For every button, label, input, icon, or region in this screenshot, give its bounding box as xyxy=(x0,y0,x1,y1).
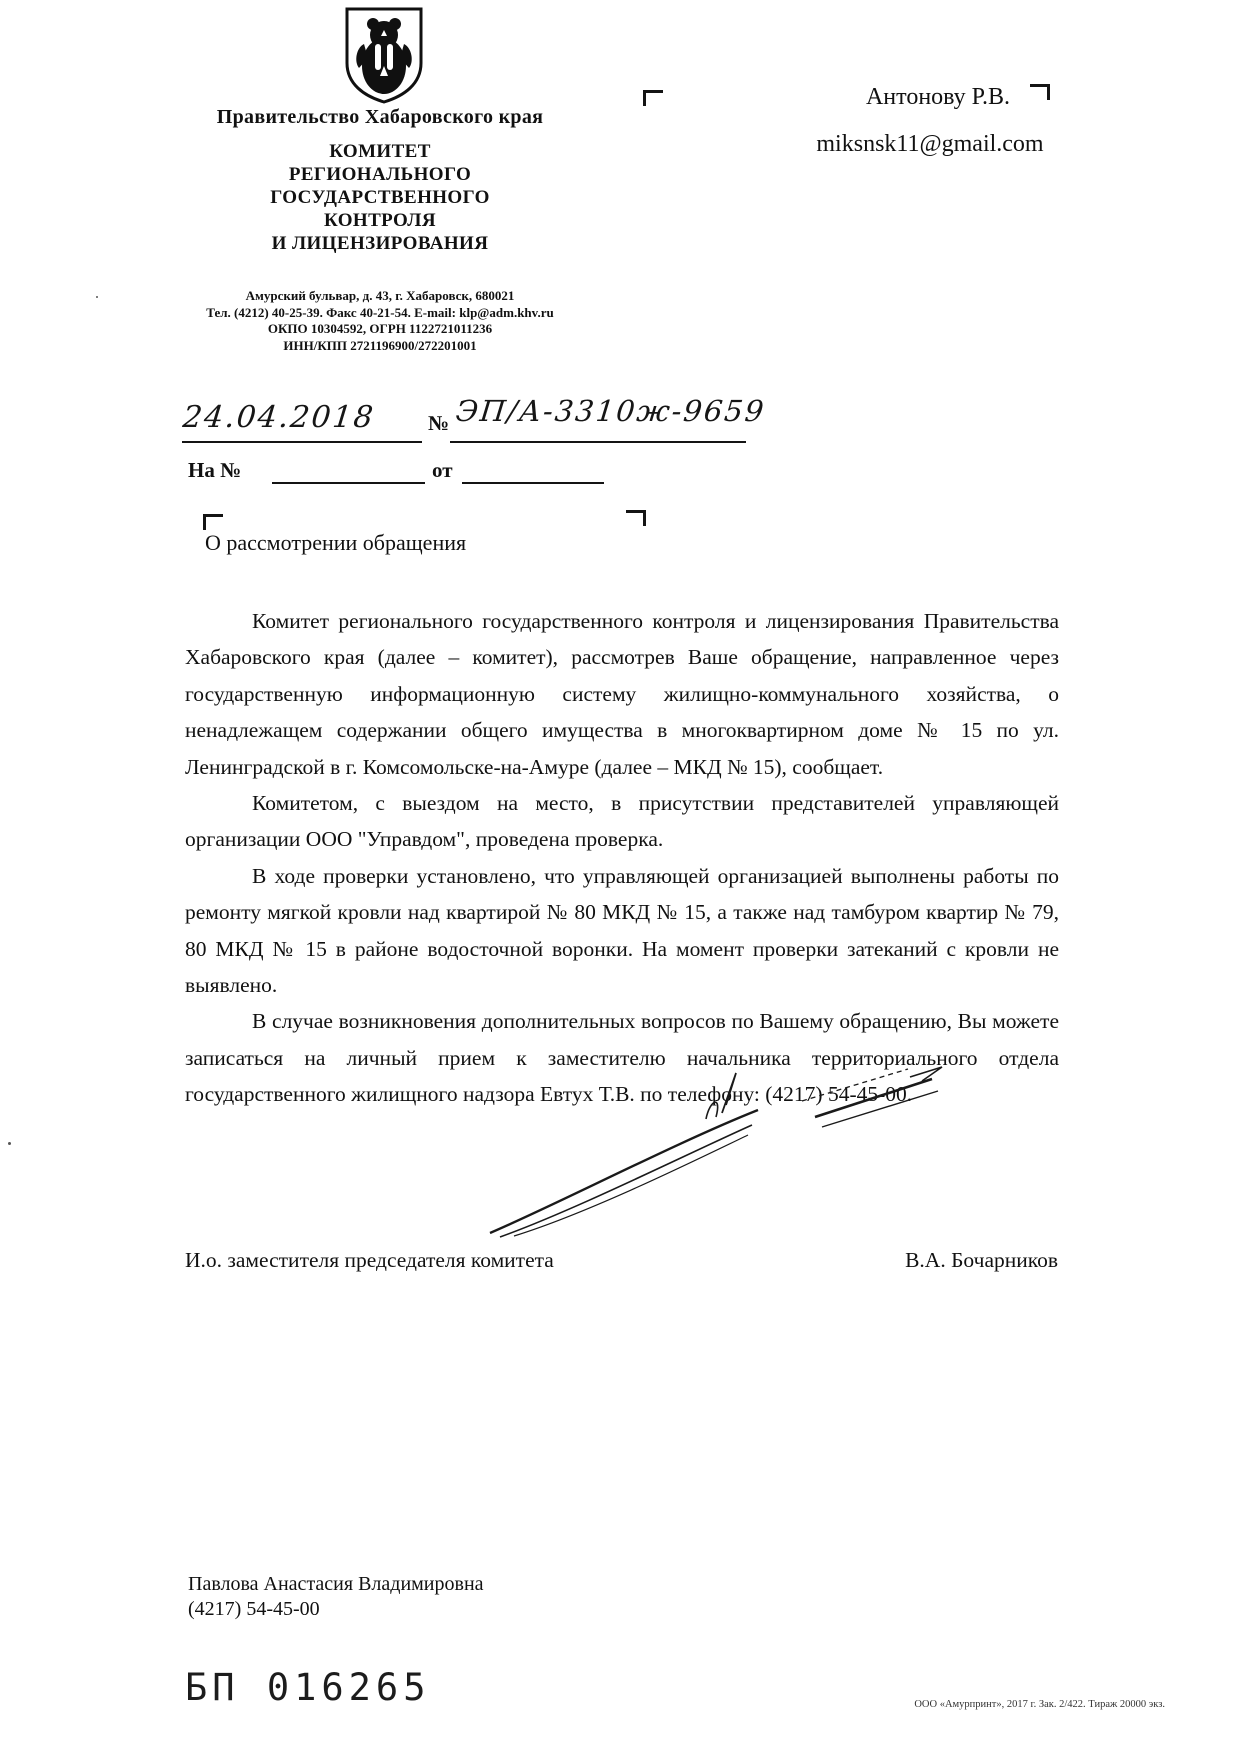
committee-line: РЕГИОНАЛЬНОГО xyxy=(288,164,472,185)
date-underline xyxy=(182,441,422,443)
committee-line: И ЛИЦЕНЗИРОВАНИЯ xyxy=(271,233,489,254)
handwritten-date: 24.04.2018 xyxy=(181,400,377,435)
coat-of-arms-khabarovsk-icon xyxy=(342,6,426,106)
committee-line: КОМИТЕТ xyxy=(329,141,431,162)
committee-line: КОНТРОЛЯ xyxy=(324,210,436,231)
recipient-email: miksnsk11@gmail.com xyxy=(816,131,1044,157)
subject-corner-mark xyxy=(626,510,646,526)
signer-name: В.А. Бочарников xyxy=(905,1248,1058,1272)
executor-block xyxy=(188,1572,484,1622)
executor-phone: (4217) 54-45-00 xyxy=(188,1598,320,1620)
scan-artifact-dot xyxy=(96,296,98,298)
committee-line: ГОСУДАРСТВЕННОГО xyxy=(270,187,490,208)
letter-body xyxy=(185,603,1059,1113)
number-underline xyxy=(450,441,746,443)
handwritten-signature xyxy=(470,1055,970,1255)
body-paragraph: В ходе проверки установлено, что управляющей организацией выполнены работы по ремонту мягкой кровли над квартирой № 80 МКД № 15, а также над тамбуром квартир № 79, 80 МКД № 15 в районе водосточной воронки. На момент проверки затеканий с кровли не выявлено. xyxy=(185,863,1059,998)
handwritten-outgoing-number: ЭП/А-3310ж-9659 xyxy=(454,394,768,428)
printing-house-info: ООО «Амурпринт», 2017 г. Зак. 2/422. Тираж 20000 экз. xyxy=(914,1699,1165,1710)
postal-address: Амурский бульвар, д. 43, г. Хабаровск, 680021 xyxy=(245,288,515,303)
subject-corner-mark xyxy=(203,514,223,530)
subject-line: О рассмотрении обращения xyxy=(205,530,467,555)
executor-name: Павлова Анастасия Владимировна xyxy=(188,1573,484,1595)
reply-from-label: от xyxy=(432,458,453,482)
recipient-name: Антонову Р.В. xyxy=(865,84,1011,110)
reply-number-blank xyxy=(272,482,425,484)
inn-kpp: ИНН/КПП 2721196900/272201001 xyxy=(283,337,477,353)
reply-date-blank xyxy=(462,482,604,484)
scan-artifact-dot xyxy=(8,1142,11,1145)
contact-block xyxy=(120,288,640,354)
phone-fax-email: Тел. (4212) 40-25-39. Факс 40-21-54. E-mail: klp@adm.khv.ru xyxy=(206,304,554,320)
signer-position: И.о. заместителя председателя комитета xyxy=(185,1248,554,1272)
body-paragraph: В случае возникновения дополнительных вопросов по Вашему обращению, Вы можете записаться на личный прием к заместителю начальника территориального отдела государственного жилищного надзора Евтух Т.В. по телефону: (4217) 54-45-00. xyxy=(185,1009,1059,1107)
number-sign-label: № xyxy=(428,411,450,435)
okpo-ogrn: ОКПО 10304592, ОГРН 1122721011236 xyxy=(267,321,493,336)
reply-to-number-label: На № xyxy=(188,458,242,482)
body-paragraph: Комитет регионального государственного контроля и лицензирования Правительства Хабаровского края (далее – комитет), рассмотрев Ваше обращение, направленное через государственную информационную систему жилищно-коммунального хозяйства, о ненадлежащем содержании общего имущества в многоквартирном доме № 15 по ул. Ленинградской в г. Комсомольске-на-Амуре (далее – МКД № 15), сообщает. xyxy=(185,609,1059,779)
committee-name xyxy=(140,140,620,255)
address-corner-mark xyxy=(643,90,663,106)
body-paragraph: Комитетом, с выездом на место, в присутствии представителей управляющей организации ООО "Управдом", проведена проверка. xyxy=(185,791,1059,852)
government-name: Правительство Хабаровского края xyxy=(216,106,544,128)
signature-row xyxy=(185,1248,1058,1273)
form-number-stamp: БП 016265 xyxy=(185,1666,431,1709)
